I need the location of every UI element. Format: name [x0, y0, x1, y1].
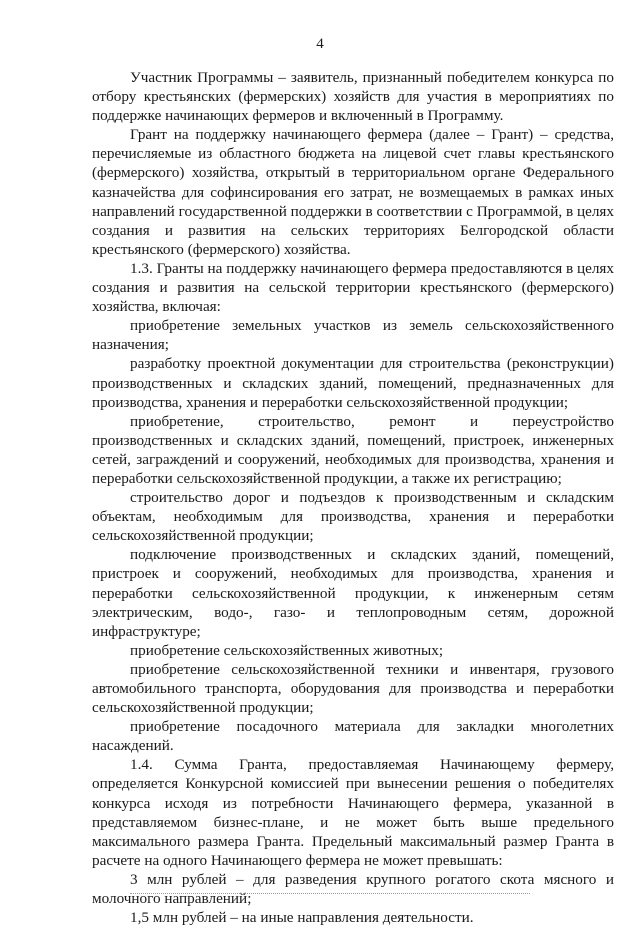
list-item-cattle-limit: 3 млн рублей – для разведения крупного рогатого скота мясного и молочного направлений; — [92, 870, 614, 908]
list-item-construction-repair: приобретение, строительство, ремонт и переустройство производственных и складских зданий, помещений, пристроек, инженерных сетей, заграждений и сооружений, необходимых для производства, хранения и переработки сельскохозяйственной продукции, а также их регистрацию; — [92, 412, 614, 487]
list-item-machinery: приобретение сельскохозяйственной техники и инвентаря, грузового автомобильного транспорта, оборудования для производства и переработки сельскохозяйственной продукции; — [92, 660, 614, 717]
list-item-utility-connection: подключение производственных и складских зданий, помещений, пристроек и сооружений, необходимых для производства, хранения и переработки сельскохозяйственной продукции, к инженерным сетям электрическим, водо-, газо- и теплопроводным сетям, дорожной инфраструктуре; — [92, 546, 614, 640]
page-bottom-divider — [130, 893, 530, 894]
list-item-land-acquisition: приобретение земельных участков из земель сельскохозяйственного назначения; — [92, 317, 614, 354]
list-item-livestock: приобретение сельскохозяйственных животных; — [130, 641, 444, 659]
paragraph-grant-definition: Грант на поддержку начинающего фермера (далее – Грант) – средства, перечисляемые из областного бюджета на лицевой счет главы крестьянского (фермерского) хозяйства, открытый в территориальном органе Федерального казначейства для софинсирования его затрат, не возмещаемых в рамках иных направлений государственной поддержки в соответствии с Программой, в целях создания и развития на сельских территориях Белгородской области крестьянского (фермерского) хозяйства. — [92, 126, 614, 258]
paragraph-program-participant: Участник Программы – заявитель, признанный победителем конкурса по отбору крестьянских (фермерских) хозяйств для участия в мероприятиях по поддержке начинающих фермеров и включенный в Программу. — [92, 69, 614, 125]
list-item-other-limit: 1,5 млн рублей – на иные направления деятельности. — [130, 909, 474, 927]
paragraph-section-1-3: 1.3. Гранты на поддержку начинающего фермера предоставляются в целях создания и развития на сельской территории крестьянского (фермерского) хозяйства, включая: — [92, 259, 614, 316]
list-item-roads: строительство дорог и подъездов к производственным и складским объектам, необходимым для производства, хранения и переработки сельскохозяйственной продукции; — [92, 489, 614, 545]
list-item-project-documentation: разработку проектной документации для строительства (реконструкции) производственных и складских зданий, помещений, предназначенных для производства, хранения и переработки сельскохозяйственной продукции; — [92, 355, 614, 411]
page-number: 4 — [316, 36, 324, 52]
list-item-planting-material: приобретение посадочного материала для закладки многолетних насаждений. — [92, 718, 614, 755]
paragraph-section-1-4: 1.4. Сумма Гранта, предоставляемая Начинающему фермеру, определяется Конкурсной комиссией при вынесении решения о победителях конкурса исходя из потребности Начинающего фермера, указанной в представляемом бизнес-плане, и не может быть выше предельного максимального размера Гранта. Предельный максимальный размер Гранта в расчете на одного Начинающего фермера не может превышать: — [92, 756, 614, 869]
document-body — [92, 68, 614, 927]
